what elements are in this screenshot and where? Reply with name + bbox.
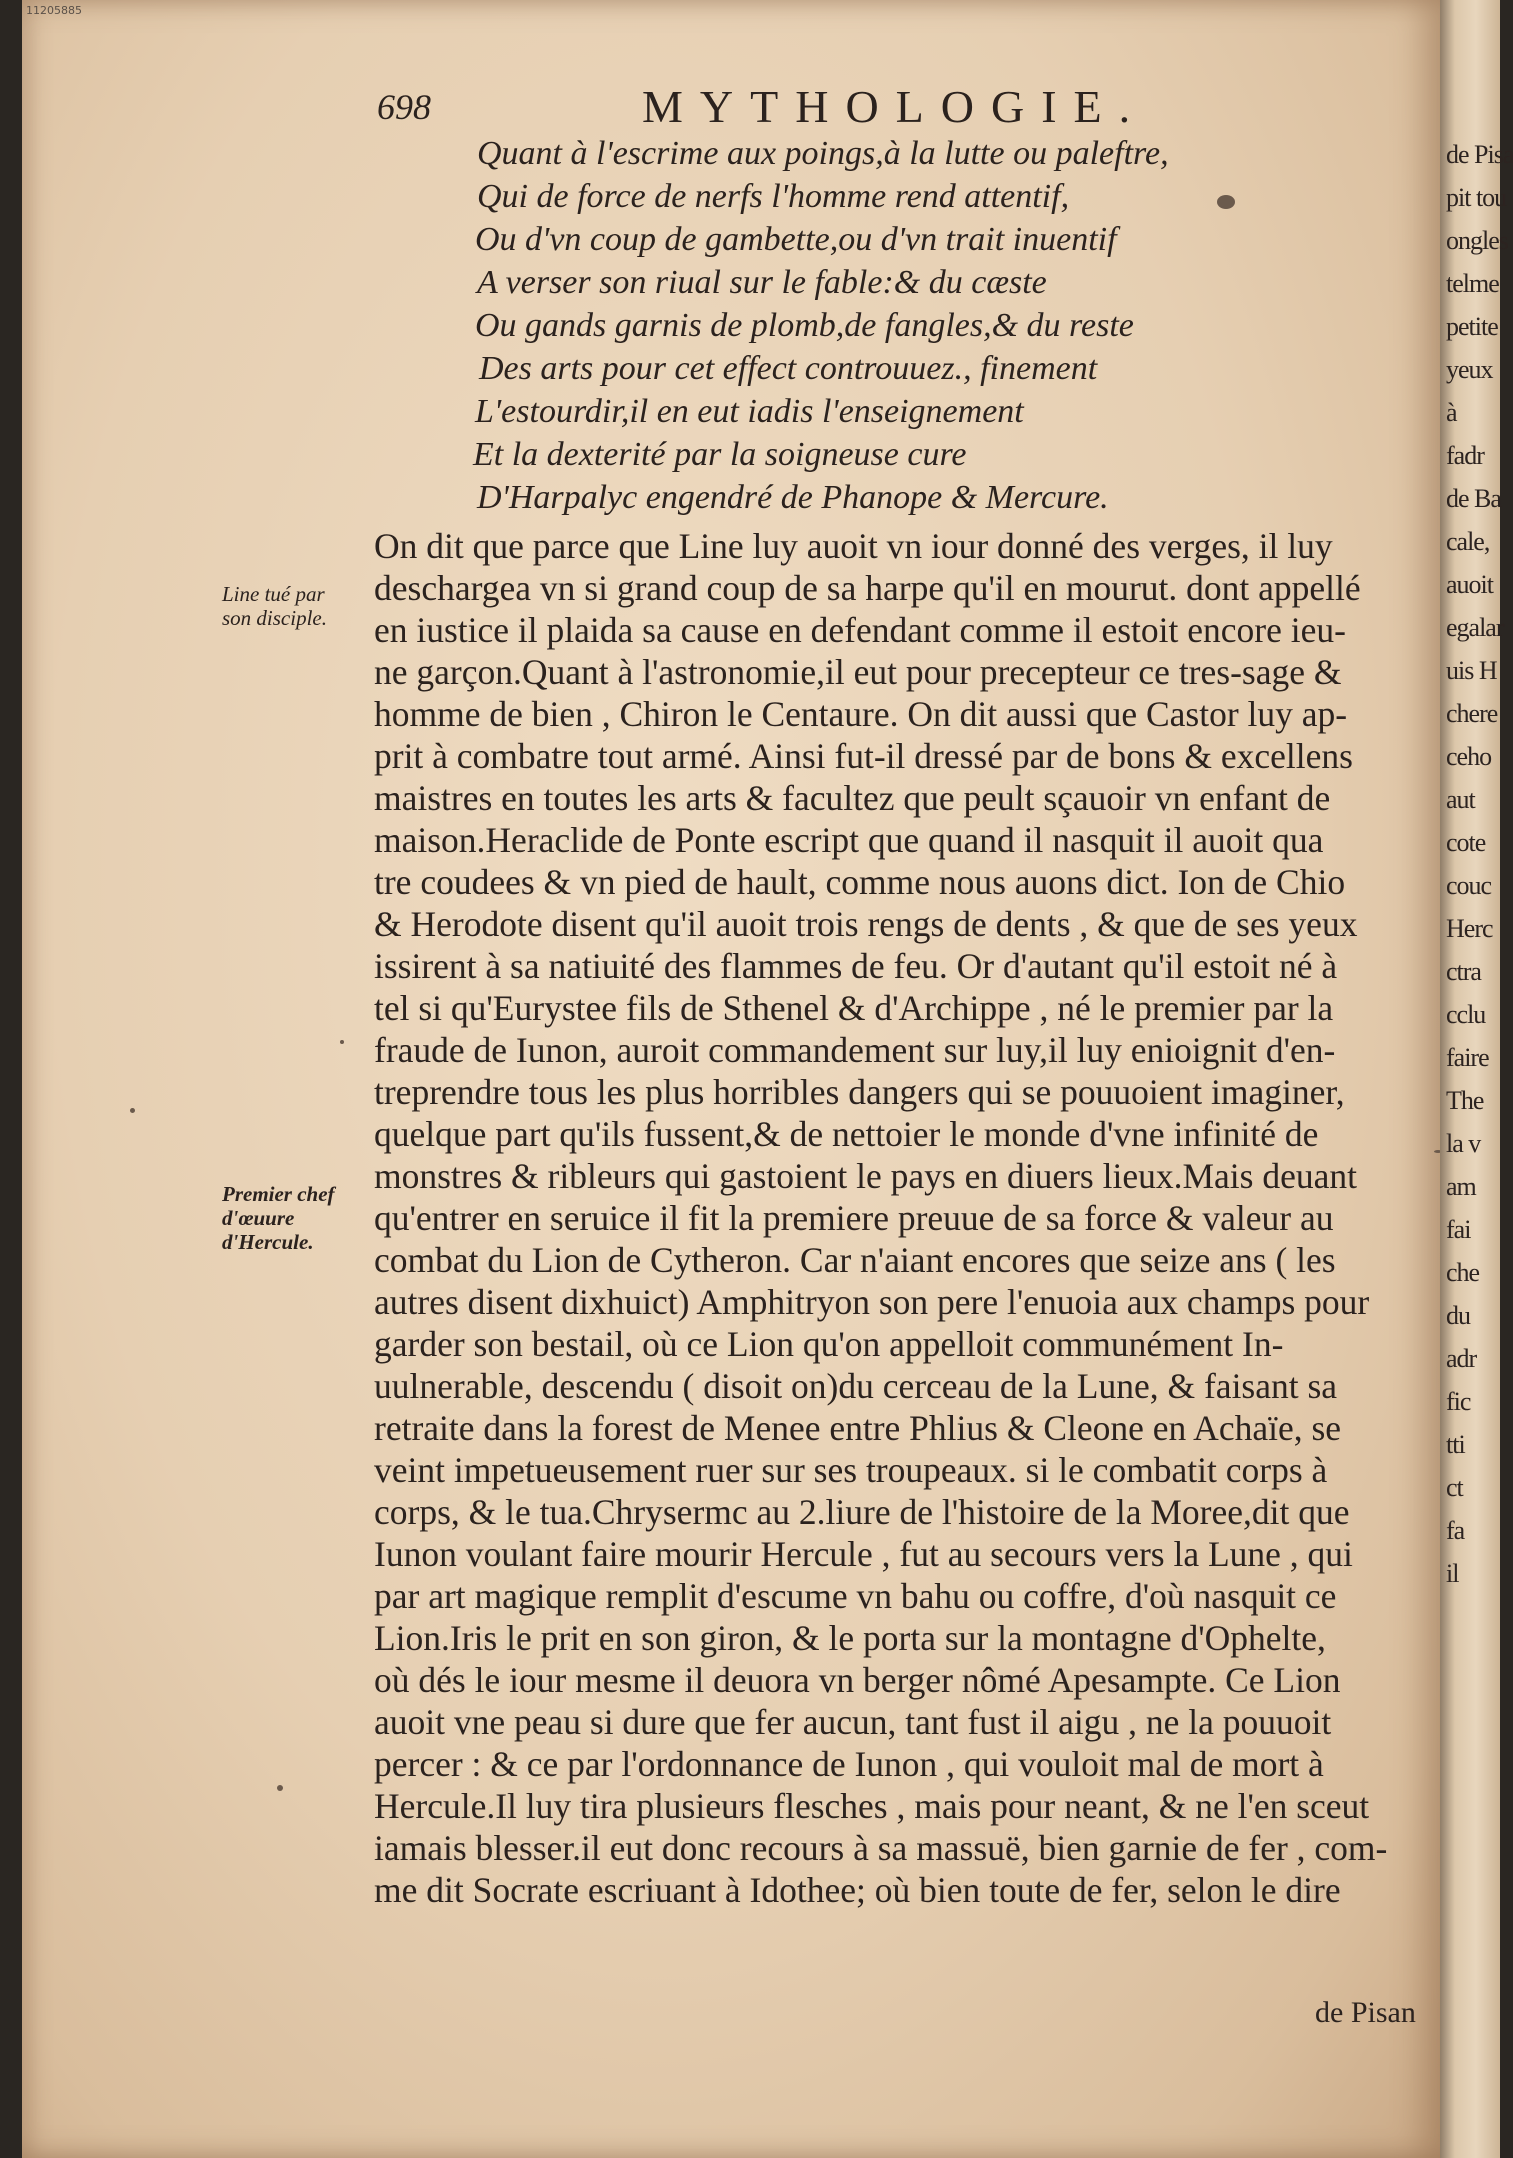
prose-line: Lion.Iris le prit en son giron, & le porta sur la montagne d'Ophelte, [374,1618,1326,1658]
ink-speck [277,1785,283,1791]
prose-line: quelque part qu'ils fussent,& de nettoier le monde d'vne infinité de [374,1114,1319,1154]
adjacent-text-fragment: fadr [1446,441,1484,470]
adjacent-text-fragment: am [1446,1172,1476,1201]
adjacent-text-fragment: pit tou [1446,183,1507,212]
adjacent-text-fragment: che [1446,1258,1480,1287]
verse-line: Des arts pour cet effect controuuez., finement [479,350,1098,387]
prose-line: tre coudees & vn pied de hault, comme nous auons dict. Ion de Chio [374,862,1346,902]
prose-line: & Herodote disent qu'il auoit trois rengs de dents , & que de ses yeux [374,904,1358,944]
adjacent-text-fragment: de Pisa [1446,140,1513,169]
verse-line: Et la dexterité par la soigneuse cure [473,436,967,473]
adjacent-text-fragment: à [1446,398,1457,427]
adjacent-text-fragment: fai [1446,1215,1471,1244]
prose-line: iamais blesser.il eut donc recours à sa massuë, bien garnie de fer , com- [374,1828,1388,1868]
adjacent-text-fragment: ctra [1446,957,1481,986]
verse-line: Quant à l'escrime aux poings,à la lutte ou paleftre, [477,135,1169,172]
margin-note-text: d'Hercule. [222,1230,314,1254]
prose-line: garder son bestail, où ce Lion qu'on appelloit communément In- [374,1324,1284,1364]
prose-line: veint impetueusement ruer sur ses troupeaux. si le combatit corps à [374,1450,1328,1490]
verse-line: Ou d'vn coup de gambette,ou d'vn trait inuentif [475,221,1117,258]
margin-note-text: son disciple. [222,606,327,630]
prose-line: issirent à sa natiuité des flammes de feu. Or d'autant qu'il estoit né à [374,946,1338,986]
verse-line: D'Harpalyc engendré de Phanope & Mercure. [477,479,1109,516]
adjacent-text-fragment: The [1446,1086,1484,1115]
adjacent-text-fragment: cclu [1446,1000,1486,1029]
adjacent-text-fragment: egalar [1446,613,1504,642]
adjacent-text-fragment: petite [1446,312,1498,341]
running-head: MYTHOLOGIE. [642,81,1148,132]
prose-line: Hercule.Il luy tira plusieurs flesches , mais pour neant, & ne l'en sceut [374,1786,1370,1826]
adjacent-text-fragment: ct [1446,1473,1463,1502]
prose-line: uulnerable, descendu ( disoit on)du cerceau de la Lune, & faisant sa [374,1366,1338,1406]
adjacent-text-fragment: adr [1446,1344,1477,1373]
adjacent-text-fragment: de Ba [1446,484,1501,513]
prose-line: prit à combatre tout armé. Ainsi fut-il dressé par de bons & excellens [374,736,1353,776]
margin-note-text: Line tué par [222,582,325,606]
verse-line: Qui de force de nerfs l'homme rend attentif, [477,178,1070,215]
adjacent-page-edge [1440,0,1513,2158]
adjacent-text-fragment: uis H [1446,656,1497,685]
prose-line: me dit Socrate escriuant à Idothee; où bien toute de fer, selon le dire [374,1870,1341,1910]
verse-line: Ou gands garnis de plomb,de fangles,& du reste [475,307,1134,344]
adjacent-text-fragment: du [1446,1301,1470,1330]
prose-line: qu'entrer en seruice il fit la premiere preuue de sa force & valeur au [374,1198,1334,1238]
verse-line: L'estourdir,il en eut iadis l'enseignement [475,393,1024,430]
adjacent-text-fragment: telme [1446,269,1499,298]
margin-note-text: Premier chef [222,1182,335,1206]
adjacent-text-fragment: cote [1446,828,1486,857]
page-number: 698 [377,87,431,127]
adjacent-text-fragment: aut [1446,785,1475,814]
adjacent-text-fragment: la v [1446,1129,1481,1158]
prose-line: par art magique remplit d'escume vn bahu ou coffre, d'où nasquit ce [374,1576,1337,1616]
margin-note-text: d'œuure [222,1206,295,1230]
prose-line: maison.Heraclide de Ponte escript que quand il nasquit il auoit qua [374,820,1324,860]
page-id-stamp: 11205885 [26,4,82,17]
prose-line: treprendre tous les plus horribles dangers qui se pouuoient imaginer, [374,1072,1345,1112]
adjacent-text-fragment: Herc [1446,914,1493,943]
prose-line: ne garçon.Quant à l'astronomie,il eut pour precepteur ce tres-sage & [374,652,1342,692]
prose-line: fraude de Iunon, auroit commandement sur luy,il luy enioignit d'en- [374,1030,1336,1070]
adjacent-text-fragment: il [1446,1559,1459,1588]
ink-speck [130,1108,135,1113]
ink-speck [340,1040,344,1044]
catchword: de Pisan [1315,1996,1416,2029]
prose-line: percer : & ce par l'ordonnance de Iunon , qui vouloit mal de mort à [374,1744,1324,1784]
prose-line: homme de bien , Chiron le Centaure. On dit aussi que Castor luy ap- [374,694,1348,734]
prose-line: On dit que parce que Line luy auoit vn iour donné des verges, il luy [374,526,1333,566]
prose-line: combat du Lion de Cytheron. Car n'aiant encores que seize ans ( les [374,1240,1336,1280]
adjacent-text-fragment: cale, [1446,527,1490,556]
prose-line: Iunon voulant faire mourir Hercule , fut au secours vers la Lune , qui [374,1534,1353,1574]
adjacent-text-fragment: fa [1446,1516,1465,1545]
prose-line: monstres & ribleurs qui gastoient le pays en diuers lieux.Mais deuant [374,1156,1357,1196]
book-page [22,0,1440,2158]
prose-line: deschargea vn si grand coup de sa harpe qu'il en mourut. dont appellé [374,568,1361,608]
adjacent-text-fragment: auoit [1446,570,1493,599]
adjacent-text-fragment: chere [1446,699,1498,728]
adjacent-text-fragment: faire [1446,1043,1489,1072]
adjacent-text-fragment: fic [1446,1387,1471,1416]
adjacent-text-fragment: tti [1446,1430,1465,1459]
adjacent-text-fragment: yeux [1446,355,1493,384]
prose-line: auoit vne peau si dure que fer aucun, tant fust il aigu , ne la pouuoit [374,1702,1332,1742]
adjacent-text-fragment: ongles [1446,226,1508,255]
prose-line: en iustice il plaida sa cause en defendant comme il estoit encore ieu- [374,610,1346,650]
prose-line: où dés le iour mesme il deuora vn berger nômé Apesampte. Ce Lion [374,1660,1341,1700]
prose-line: tel si qu'Eurystee fils de Sthenel & d'Archippe , né le premier par la [374,988,1334,1028]
adjacent-text-fragment: ceho [1446,742,1492,771]
prose-line: maistres en toutes les arts & facultez que peult sçauoir vn enfant de [374,778,1331,818]
prose-line: retraite dans la forest de Menee entre Phlius & Cleone en Achaïe, se [374,1408,1342,1448]
prose-line: corps, & le tua.Chrysermc au 2.liure de l'histoire de la Moree,dit que [374,1492,1350,1532]
prose-line: autres disent dixhuict) Amphitryon son pere l'enuoia aux champs pour [374,1282,1370,1322]
verse-line: A verser son riual sur le fable:& du cæste [477,264,1047,301]
adjacent-text-fragment: couc [1446,871,1492,900]
ink-blot [1217,195,1235,209]
